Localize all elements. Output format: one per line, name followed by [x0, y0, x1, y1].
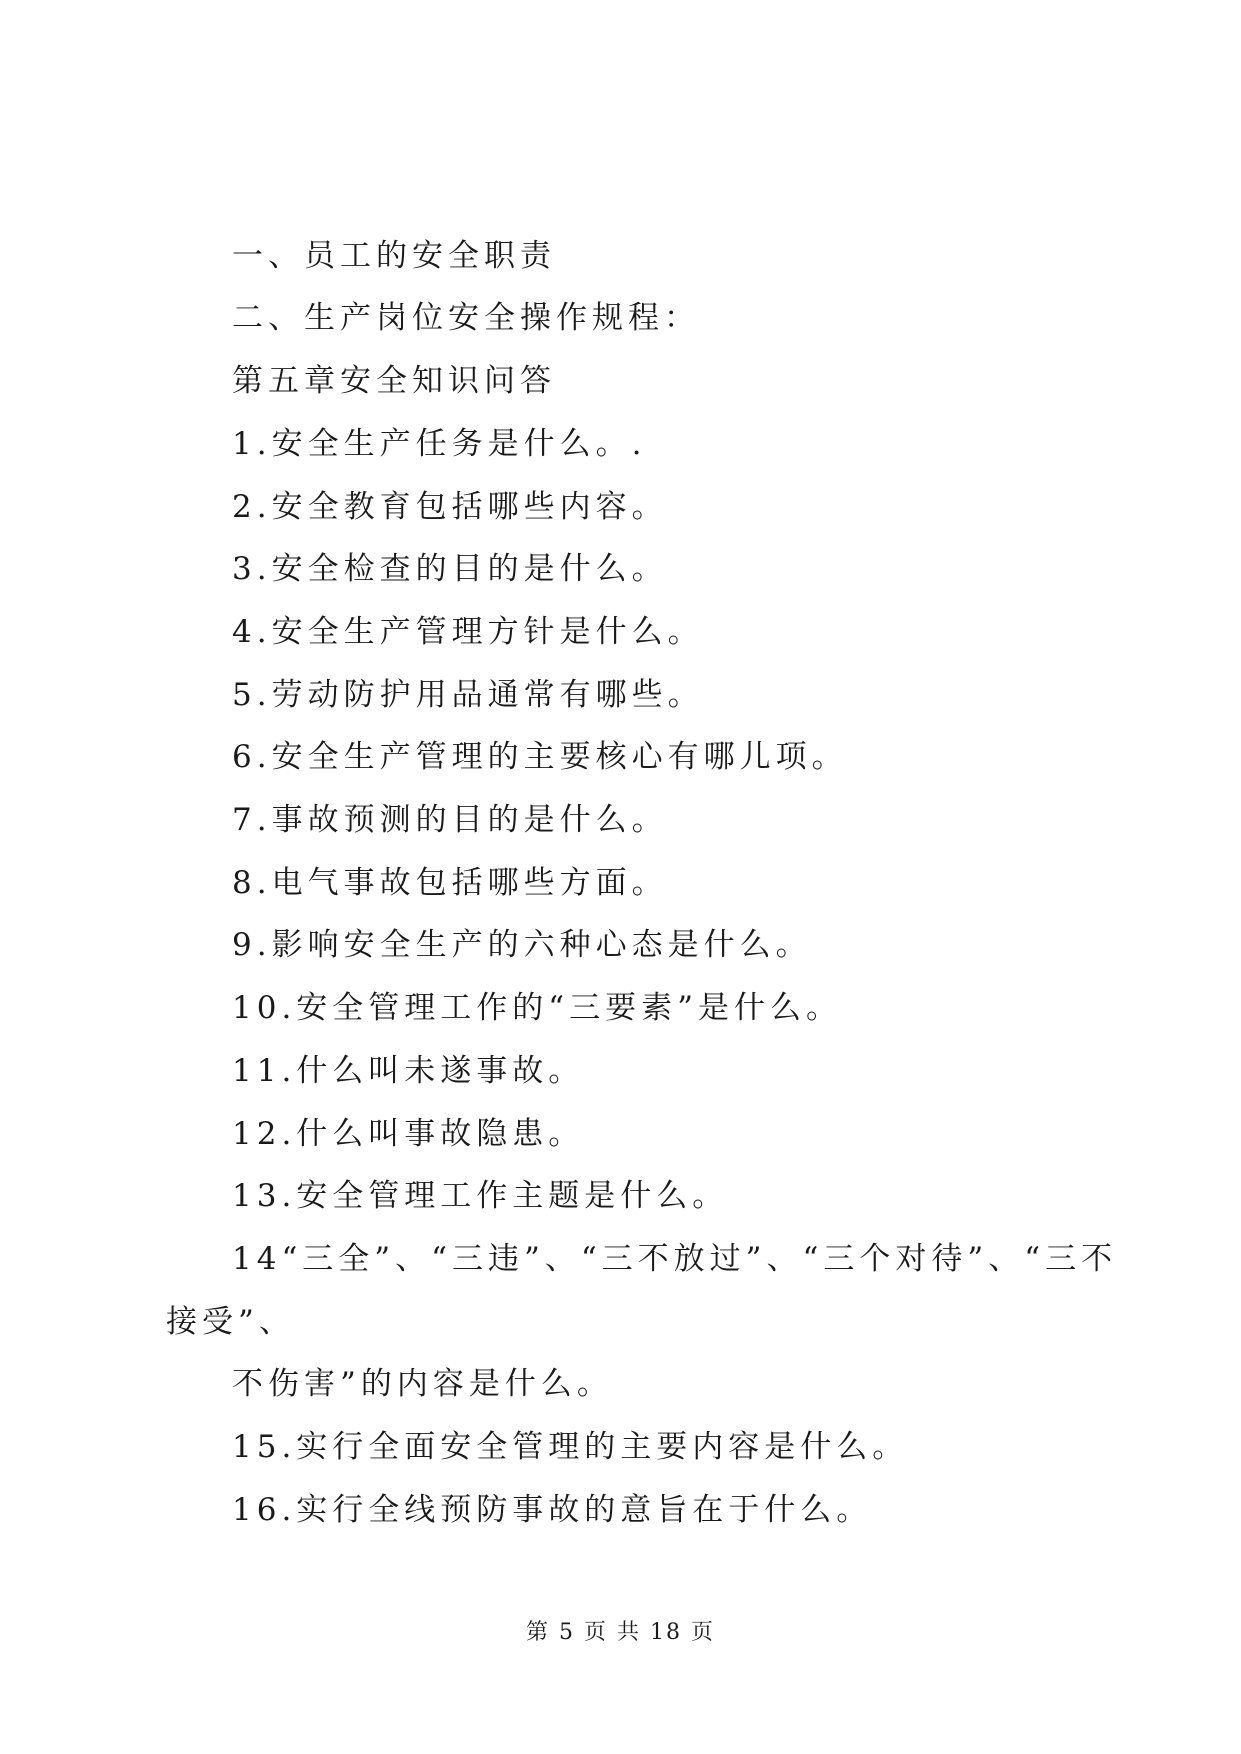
- section-heading-operating-rules: 二、生产岗位安全操作规程：: [232, 300, 700, 336]
- question-item: 14“三全”、“三违”、“三不放过”、“三个对待”、“三不: [232, 1241, 1118, 1277]
- question-item: 15.实行全面安全管理的主要内容是什么。: [232, 1429, 909, 1465]
- question-item: 16.实行全线预防事故的意旨在于什么。: [232, 1492, 873, 1528]
- question-item: 8.电气事故包括哪些方面。: [232, 865, 668, 901]
- question-item: 13.安全管理工作主题是什么。: [232, 1178, 729, 1214]
- page-number-footer: 第 5 页 共 18 页: [526, 1620, 715, 1645]
- question-item-continuation: 不伤害”的内容是什么。: [232, 1366, 613, 1402]
- question-item: 12.什么叫事故隐患。: [232, 1116, 585, 1152]
- question-item: 9.影响安全生产的六种心态是什么。: [232, 927, 812, 963]
- section-heading-employee-duties: 一、员工的安全职责: [232, 238, 556, 274]
- question-item: 5.劳动防护用品通常有哪些。: [232, 677, 704, 713]
- question-item: 7.事故预测的目的是什么。: [232, 802, 668, 838]
- question-item: 2.安全教育包括哪些内容。: [232, 489, 668, 525]
- question-item: 4.安全生产管理方针是什么。: [232, 614, 704, 650]
- question-item-continuation: 接受”、: [166, 1304, 295, 1340]
- question-item: 11.什么叫未遂事故。: [232, 1053, 585, 1089]
- question-item: 6.安全生产管理的主要核心有哪儿项。: [232, 739, 848, 775]
- question-item: 1.安全生产任务是什么。.: [232, 426, 647, 462]
- question-item: 3.安全检查的目的是什么。: [232, 551, 668, 587]
- question-item: 10.安全管理工作的“三要素”是什么。: [232, 990, 842, 1026]
- chapter-title: 第五章安全知识问答: [232, 363, 556, 399]
